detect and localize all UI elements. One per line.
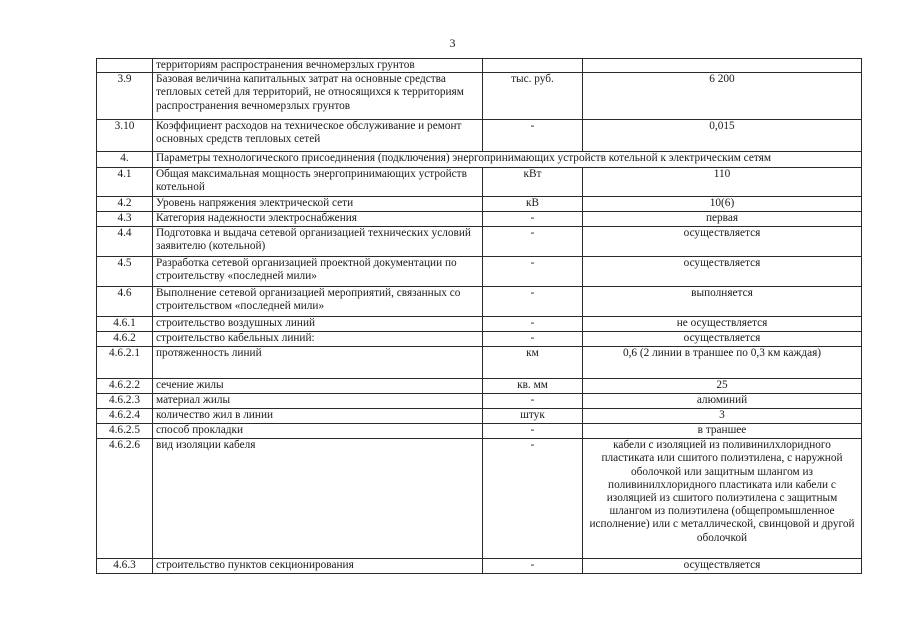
row-number: 4.5 [97,257,153,287]
row-unit: кв. мм [483,379,583,394]
row-name: территориям распространения вечномерзлых грунтов [153,59,483,73]
row-name: материал жилы [153,394,483,409]
row-number: 4.6.2.5 [97,424,153,439]
row-name: Коэффициент расходов на техническое обслуживание и ремонт основных средств тепловых сетей [153,120,483,152]
table-row [97,168,862,197]
row-unit: кВ [483,197,583,212]
row-unit: штук [483,409,583,424]
row-name: сечение жилы [153,379,483,394]
row-value: первая [583,212,862,227]
parameters-table-body [97,59,862,574]
row-unit [483,59,583,73]
row-name: Выполнение сетевой организацией мероприятий, связанных со строительством «последней мили» [153,287,483,317]
row-name: строительство кабельных линий: [153,332,483,347]
row-number: 4.3 [97,212,153,227]
row-name: Базовая величина капитальных затрат на основные средства тепловых сетей для территорий, не относящихся к территориям распространения вечномерзлых грунтов [153,73,483,120]
row-number: 4.6.2.2 [97,379,153,394]
table-row [97,347,862,379]
row-number: 4.6.2.1 [97,347,153,379]
row-value: 0,015 [583,120,862,152]
row-number: 4.4 [97,227,153,257]
row-unit: - [483,227,583,257]
row-name: протяженность линий [153,347,483,379]
row-unit: - [483,120,583,152]
table-row [97,317,862,332]
row-value: не осуществляется [583,317,862,332]
table-row [97,227,862,257]
row-number: 4.6 [97,287,153,317]
row-name: способ прокладки [153,424,483,439]
table-row [97,424,862,439]
row-number: 4.6.2.4 [97,409,153,424]
row-unit: - [483,257,583,287]
row-number: 3.10 [97,120,153,152]
row-value: осуществляется [583,559,862,574]
table-row [97,257,862,287]
section-title: Параметры технологического присоединения (подключения) энергопринимающих устройств котельной к электрическим сетям [153,152,862,168]
row-value: 3 [583,409,862,424]
row-unit: - [483,332,583,347]
row-name: вид изоляции кабеля [153,439,483,559]
page-number: 3 [449,36,456,50]
row-unit: кВт [483,168,583,197]
row-unit: тыс. руб. [483,73,583,120]
row-name: Уровень напряжения электрической сети [153,197,483,212]
table-row [97,197,862,212]
table-row [97,409,862,424]
row-name: Категория надежности электроснабжения [153,212,483,227]
row-unit: - [483,424,583,439]
table-row [97,212,862,227]
row-value: 25 [583,379,862,394]
row-number: 4.1 [97,168,153,197]
row-number [97,59,153,73]
row-value: 110 [583,168,862,197]
table-row [97,332,862,347]
row-name: строительство воздушных линий [153,317,483,332]
row-value: выполняется [583,287,862,317]
row-value: осуществляется [583,332,862,347]
row-number: 4.6.2.6 [97,439,153,559]
row-name: строительство пунктов секционирования [153,559,483,574]
row-unit: км [483,347,583,379]
row-value: в траншее [583,424,862,439]
row-unit: - [483,439,583,559]
row-value: 10(6) [583,197,862,212]
row-unit: - [483,212,583,227]
row-unit: - [483,287,583,317]
table-row [97,379,862,394]
row-number: 4.6.2.3 [97,394,153,409]
table-row-section [97,152,862,168]
table-row [97,559,862,574]
parameters-table [96,58,862,574]
row-number: 3.9 [97,73,153,120]
row-value: 6 200 [583,73,862,120]
row-value: кабели с изоляцией из поливинилхлоридного пластиката или сшитого полиэтилена, с наружной оболочкой или защитным шлангом из поливинилхлоридного пластиката или кабели с изоляцией из сшитого полиэтилена с защитным шлангом из полиэтилена (общепромышленное исполнение) или с металлической, свинцовой и другой оболочкой [583,439,862,559]
row-value [583,59,862,73]
table-row [97,394,862,409]
row-name: Разработка сетевой организацией проектной документации по строительству «последней мили» [153,257,483,287]
row-value: осуществляется [583,227,862,257]
row-unit: - [483,317,583,332]
row-unit: - [483,559,583,574]
row-unit: - [483,394,583,409]
row-number: 4.6.2 [97,332,153,347]
row-value: 0,6 (2 линии в траншее по 0,3 км каждая) [583,347,862,379]
row-name: Общая максимальная мощность энергопринимающих устройств котельной [153,168,483,197]
row-value: осуществляется [583,257,862,287]
row-number: 4.2 [97,197,153,212]
table-row [97,59,862,73]
row-number: 4. [97,152,153,168]
row-name: Подготовка и выдача сетевой организацией технических условий заявителю (котельной) [153,227,483,257]
row-number: 4.6.1 [97,317,153,332]
row-number: 4.6.3 [97,559,153,574]
table-row [97,120,862,152]
row-name: количество жил в линии [153,409,483,424]
row-value: алюминий [583,394,862,409]
table-row [97,73,862,120]
table-row [97,287,862,317]
table-row [97,439,862,559]
